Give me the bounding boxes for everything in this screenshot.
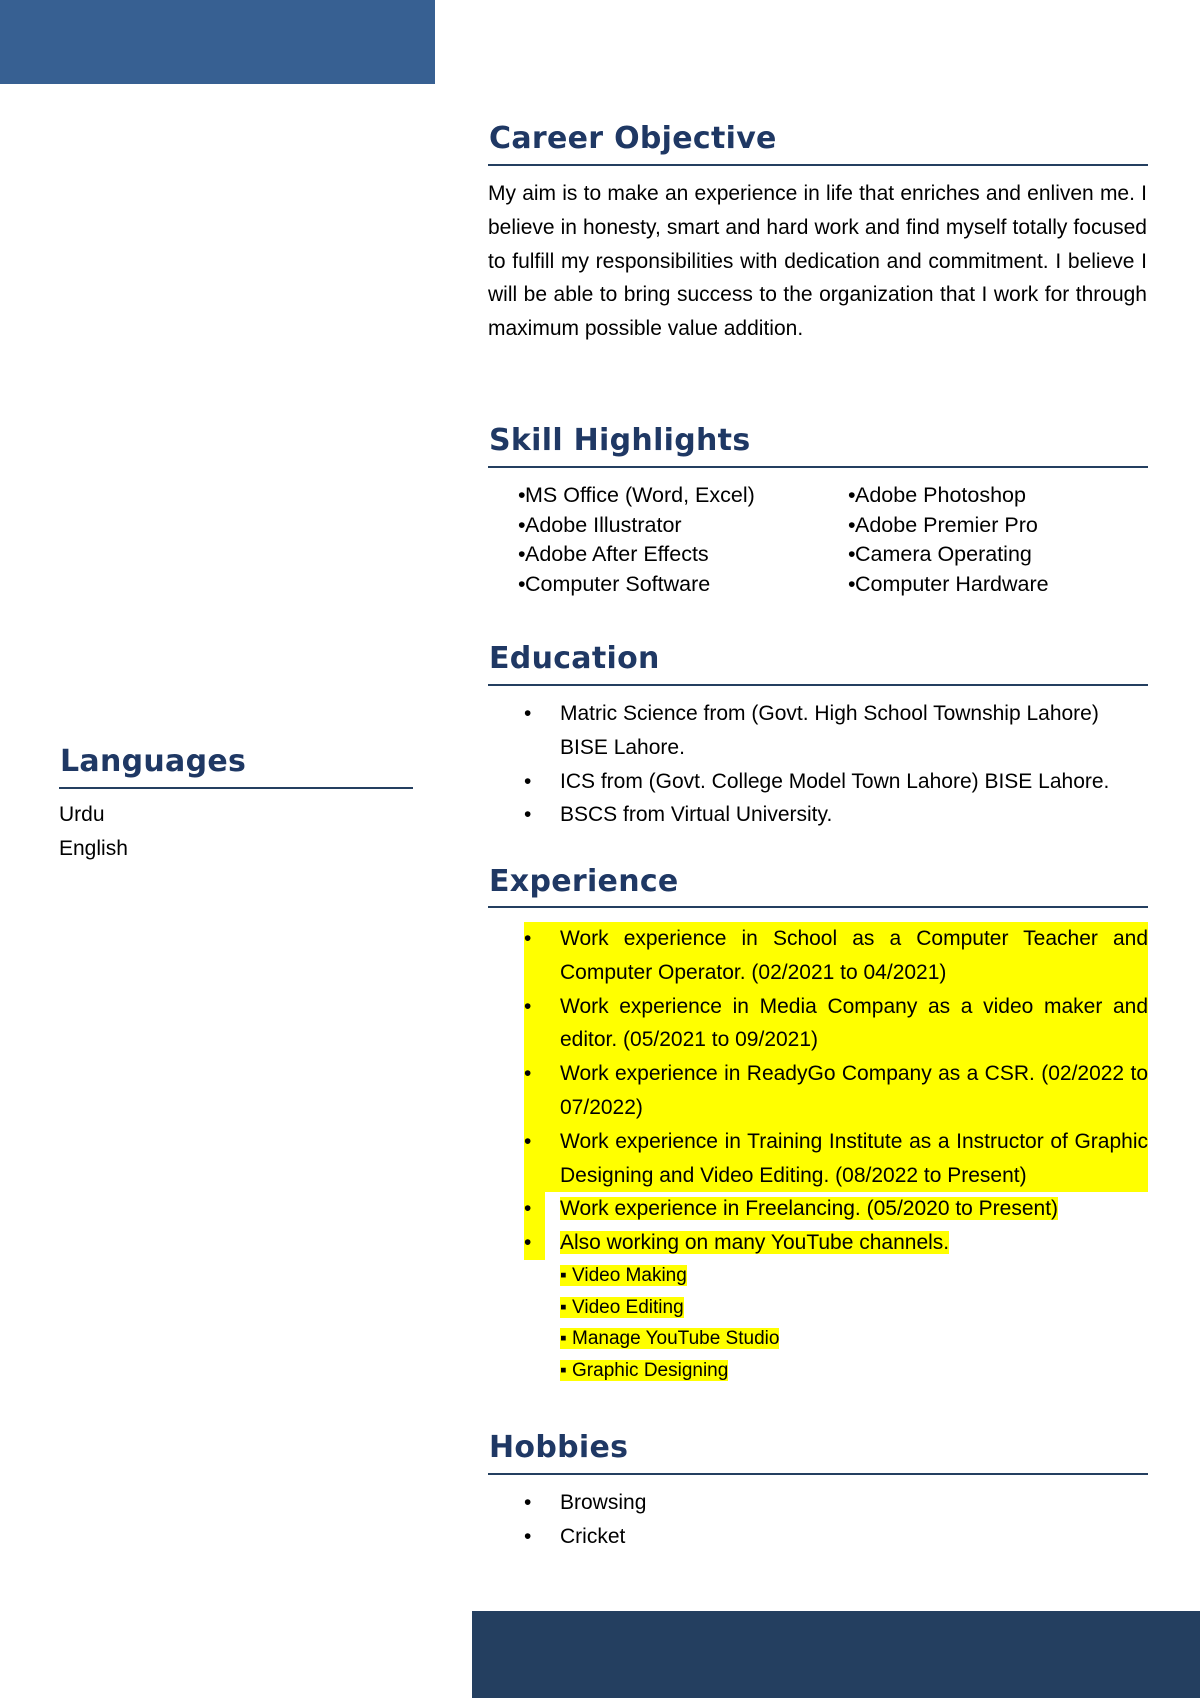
skill-label: Adobe Premier Pro (855, 512, 1038, 537)
skill-highlights-heading: Skill Highlights (489, 423, 751, 458)
bullet-icon: • (524, 803, 532, 827)
education-item: • ICS from (Govt. College Model Town Lahore) BISE Lahore. (524, 765, 1124, 799)
career-objective-heading: Career Objective (489, 121, 777, 156)
skill-label: Camera Operating (855, 542, 1032, 567)
skill-item (488, 540, 755, 570)
bullet-icon: • (518, 571, 526, 596)
bullet-icon: • (524, 1062, 532, 1086)
language-item: Urdu (59, 803, 105, 826)
bullet-icon: • (848, 571, 856, 596)
bullet-icon: • (848, 483, 856, 507)
bullet-icon: • (524, 994, 532, 1018)
square-bullet-icon: ▪ (560, 1264, 573, 1286)
bullet-icon: • (524, 1226, 545, 1260)
youtube-tasks-list (560, 1260, 1148, 1386)
skill-item (818, 570, 1049, 600)
skills-right-column (818, 481, 1049, 599)
education-item: • Matric Science from (Govt. High School Township Lahore) BISE Lahore. (524, 697, 1124, 765)
experience-rule (488, 906, 1148, 908)
bullet-icon: • (518, 512, 526, 537)
education-item: • BSCS from Virtual University. (524, 798, 1124, 832)
bullet-icon: • (848, 512, 856, 537)
skill-label: MS Office (Word, Excel) (525, 483, 755, 507)
bullet-icon: • (518, 483, 526, 507)
experience-heading: Experience (489, 864, 679, 899)
bottom-color-band (472, 1611, 1200, 1698)
bullet-icon: • (524, 769, 532, 793)
languages-rule (59, 787, 413, 789)
career-objective-rule (488, 164, 1148, 166)
bullet-icon: • (518, 542, 526, 567)
skills-grid (488, 481, 1148, 601)
bullet-icon: • (524, 927, 532, 950)
square-bullet-icon: ▪ (560, 1328, 573, 1350)
bullet-icon: • (524, 702, 532, 725)
skill-label: Adobe Illustrator (525, 512, 682, 537)
experience-item: • Work experience in Training Institute as a Instructor of Graphic Designing and Video Editing. (08/2022 to Present) (524, 1125, 1148, 1193)
skill-item (818, 481, 1049, 511)
skill-item (818, 511, 1049, 541)
education-rule (488, 684, 1148, 686)
skill-highlights-rule (488, 466, 1148, 468)
skill-item (488, 481, 755, 511)
skill-label: Computer Software (525, 571, 711, 596)
youtube-task-item: ▪ Graphic Designing (560, 1359, 729, 1381)
languages-list (59, 798, 128, 866)
skill-label: Computer Hardware (855, 571, 1049, 596)
hobbies-rule (488, 1473, 1148, 1475)
language-item: English (59, 836, 128, 860)
bullet-icon: • (524, 1129, 532, 1153)
education-list (524, 697, 1124, 832)
skill-item (488, 511, 755, 541)
square-bullet-icon: ▪ (560, 1296, 573, 1318)
career-objective-text: My aim is to make an experience in life that enriches and enliven me. I believe in honesty, smart and hard work and find myself totally focused to fulfill my responsibilities with dedication and commitment. I believe I will be able to bring success to the organization that I work for through maximum possible value addition. (488, 182, 1147, 341)
square-bullet-icon: ▪ (560, 1359, 573, 1381)
bullet-icon: • (524, 1192, 545, 1226)
bullet-icon: • (524, 1491, 532, 1514)
experience-item: • Work experience in ReadyGo Company as a CSR. (02/2022 to 07/2022) (524, 1057, 1148, 1125)
hobbies-list (524, 1486, 1124, 1554)
youtube-task-item: ▪ Video Editing (560, 1296, 684, 1318)
languages-heading: Languages (60, 744, 247, 779)
top-color-band (0, 0, 435, 84)
hobby-item: • Cricket (524, 1520, 1124, 1554)
youtube-task-item: ▪ Video Making (560, 1264, 687, 1286)
bullet-icon: • (524, 1524, 532, 1548)
hobby-item: • Browsing (524, 1486, 1124, 1520)
experience-item: • Work experience in School as a Computer Teacher and Computer Operator. (02/2021 to 04/2021) (524, 922, 1148, 990)
hobbies-heading: Hobbies (489, 1430, 629, 1465)
skill-item (488, 570, 755, 600)
experience-item: • Work experience in Freelancing. (05/2020 to Present) (524, 1192, 1148, 1226)
experience-item: • Work experience in Media Company as a video maker and editor. (05/2021 to 09/2021) (524, 990, 1148, 1058)
skills-left-column (488, 481, 755, 599)
bullet-icon: • (848, 542, 856, 567)
skill-item (818, 540, 1049, 570)
youtube-task-item: ▪ Manage YouTube Studio (560, 1328, 780, 1350)
skill-label: Adobe After Effects (525, 542, 709, 567)
experience-item: • Also working on many YouTube channels. ▪ Video Making ▪ Video Editing ▪ Manage YouTube Studio ▪ Graphic Designing (524, 1226, 1148, 1386)
experience-list (524, 922, 1148, 1386)
skill-label: Adobe Photoshop (855, 483, 1026, 507)
education-heading: Education (489, 641, 660, 676)
